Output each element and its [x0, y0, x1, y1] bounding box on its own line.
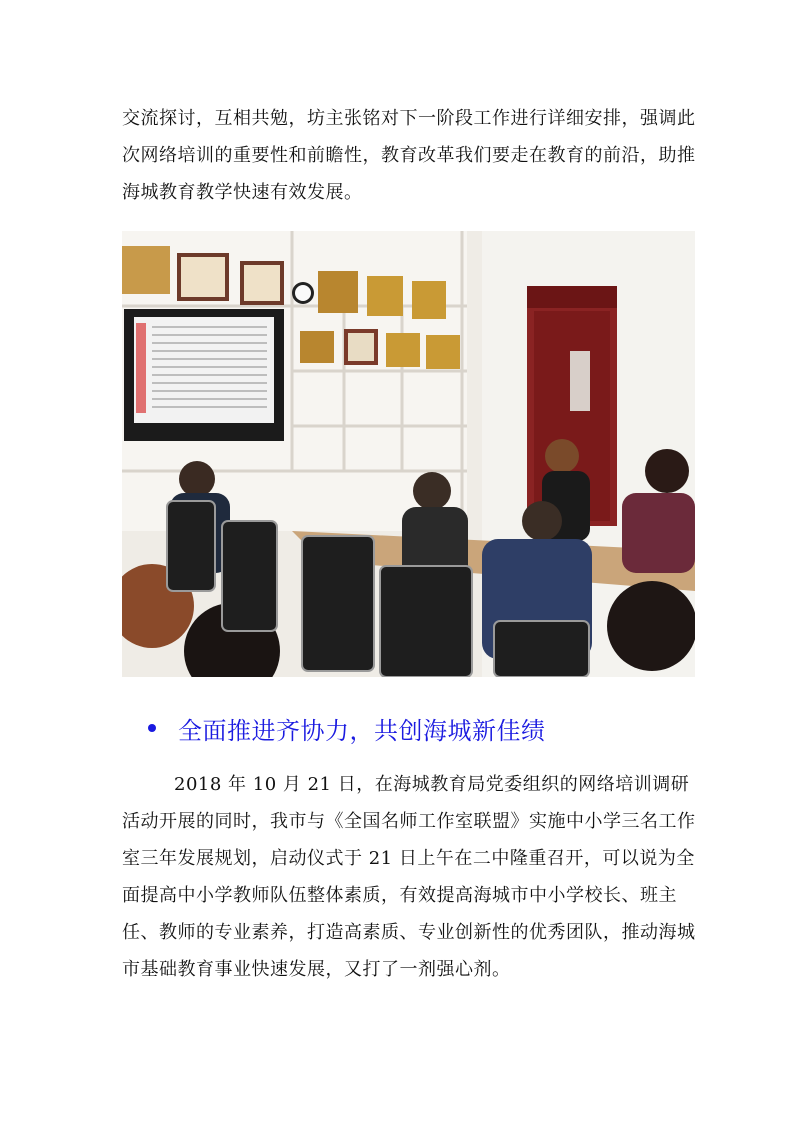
intro-paragraph: 交流探讨，互相共勉，坊主张铭对下一阶段工作进行详细安排，强调此次网络培训的重要性和前瞻性，教育改革我们要走在教育的前沿，助推海城教育教学快速有效发展。	[122, 108, 696, 203]
body-paragraph: 2018 年 10 月 21 日，在海城教育局党委组织的网络培训调研活动开展的同时，我市与《全国名师工作室联盟》实施中小学三名工作室三年发展规划，启动仪式于 21 日上午在二中隆重召开，可以说为全面提高中小学教师队伍整体素质，有效提高海城市中小学校长、班主任、教师的专业素养，打造高素质、专业创新性的优秀团队，推动海城市基础教育事业快速发展，又打了一剂强心剂。	[122, 774, 696, 980]
bullet-icon	[148, 724, 156, 732]
section-heading-text: 全面推进齐协力，共创海城新佳绩	[178, 716, 546, 745]
section-heading	[148, 708, 546, 748]
meeting-photo	[122, 231, 695, 677]
meeting-room-illustration	[122, 231, 695, 677]
